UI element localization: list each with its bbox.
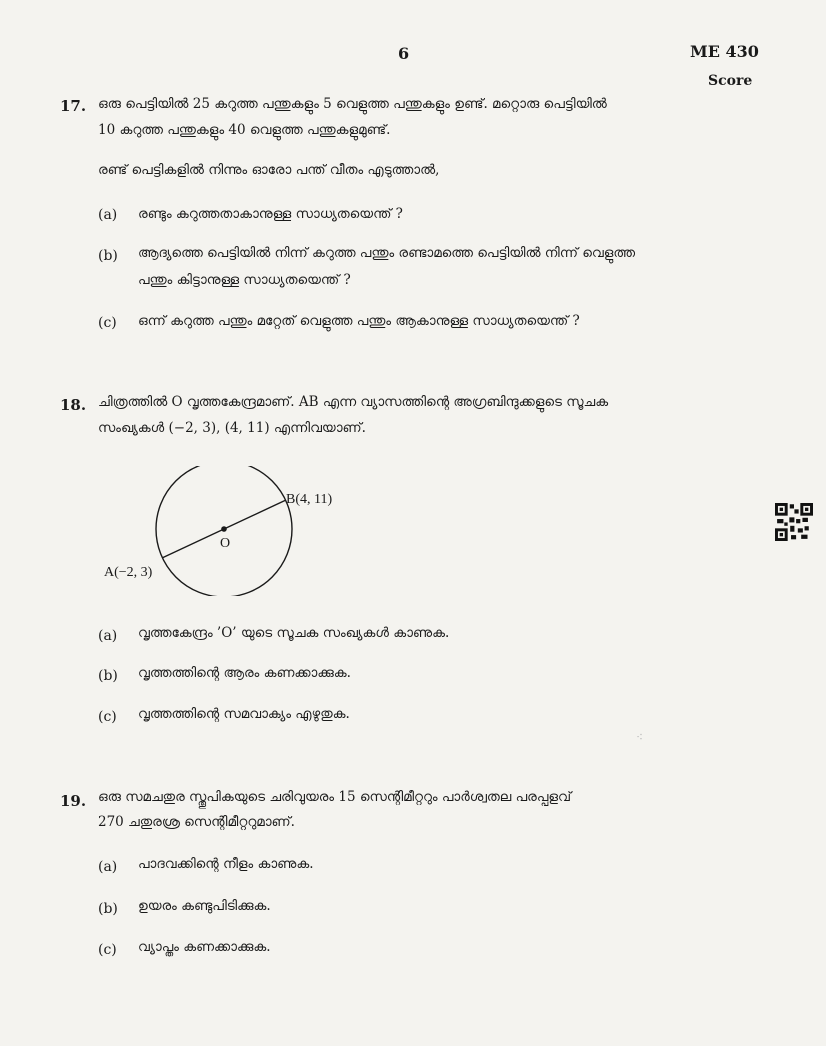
- question-text-line: ചിത്രത്തിൽ O വൃത്തകേന്ദ്രമാണ്. AB എന്ന വ്യാസത്തിന്റെ അഗ്രബിന്ദുക്കളുടെ സൂചക: [98, 394, 609, 410]
- part-text: വൃത്തത്തിന്റെ സമവാക്യം എഴുതുക.: [138, 706, 350, 722]
- part-label: (a): [98, 859, 118, 875]
- question-text-line: രണ്ട് പെട്ടികളിൽ നിന്നും ഓരോ പന്ത് വീതം എടുത്താൽ,: [98, 162, 440, 178]
- part-text: ഒന്ന് കറുത്ത പന്തും മറ്റേത് വെളുത്ത പന്തും ആകാനുള്ള സാധ്യതയെന്ത് ?: [138, 313, 580, 329]
- question-number: 19.: [60, 792, 87, 810]
- part-label: (b): [98, 248, 118, 264]
- point-a-label: A(−2, 3): [104, 565, 153, 580]
- part-text: പാദവക്കിന്റെ നീളം കാണുക.: [138, 856, 314, 872]
- part-label: (a): [98, 207, 118, 223]
- part-label: (c): [98, 315, 117, 331]
- score-label: Score: [708, 73, 753, 89]
- part-text: വൃത്തകേന്ദ്രം ’O’ യുടെ സൂചക സംഖ്യകൾ കാണുക.: [138, 625, 450, 641]
- part-label: (b): [98, 668, 118, 684]
- qr-code-icon: [775, 503, 813, 541]
- paper-code: ME 430: [690, 42, 759, 61]
- part-text: വൃത്തത്തിന്റെ ആരം കണക്കാക്കുക.: [138, 665, 351, 681]
- question-text-line: 270 ചതുരശ്ര സെന്റിമീറ്ററുമാണ്.: [98, 814, 295, 830]
- question-number: 18.: [60, 396, 87, 414]
- part-text: ആദ്യത്തെ പെട്ടിയിൽ നിന്ന് കറുത്ത പന്തും രണ്ടാമത്തെ പെട്ടിയിൽ നിന്ന് വെളുത്ത: [138, 245, 636, 261]
- question-text-line: 10 കറുത്ത പന്തുകളും 40 വെളുത്ത പന്തുകളുമുണ്ട്.: [98, 122, 391, 138]
- center-point: [221, 526, 227, 532]
- part-text: ഉയരം കണ്ടുപിടിക്കുക.: [138, 898, 271, 914]
- part-text: പന്തും കിട്ടാനുള്ള സാധ്യതയെന്ത് ?: [138, 272, 351, 288]
- part-label: (b): [98, 901, 118, 917]
- question-text-line: ഒരു സമചതുര സ്തൂപികയുടെ ചരിവുയരം 15 സെന്റിമീറ്ററും പാർശ്വതല പരപ്പളവ്: [98, 789, 572, 805]
- question-number: 17.: [60, 97, 87, 115]
- question-text-line: സംഖ്യകൾ (−2, 3), (4, 11) എന്നിവയാണ്.: [98, 420, 366, 436]
- part-text: രണ്ടും കറുത്തതാകാനുള്ള സാധ്യതയെന്ത് ?: [138, 206, 403, 222]
- part-label: (c): [98, 709, 117, 725]
- part-label: (a): [98, 628, 118, 644]
- center-o-label: O: [220, 536, 231, 551]
- part-text: വ്യാപ്തം കണക്കാക്കുക.: [138, 939, 271, 955]
- point-b-label: B(4, 11): [286, 492, 333, 507]
- page-number: 6: [398, 44, 410, 63]
- margin-mark-icon: ⁖: [636, 730, 644, 744]
- question-text-line: ഒരു പെട്ടിയിൽ 25 കറുത്ത പന്തുകളും 5 വെളുത്ത പന്തുകളും ഉണ്ട്. മറ്റൊരു പെട്ടിയിൽ: [98, 96, 607, 112]
- part-label: (c): [98, 942, 117, 958]
